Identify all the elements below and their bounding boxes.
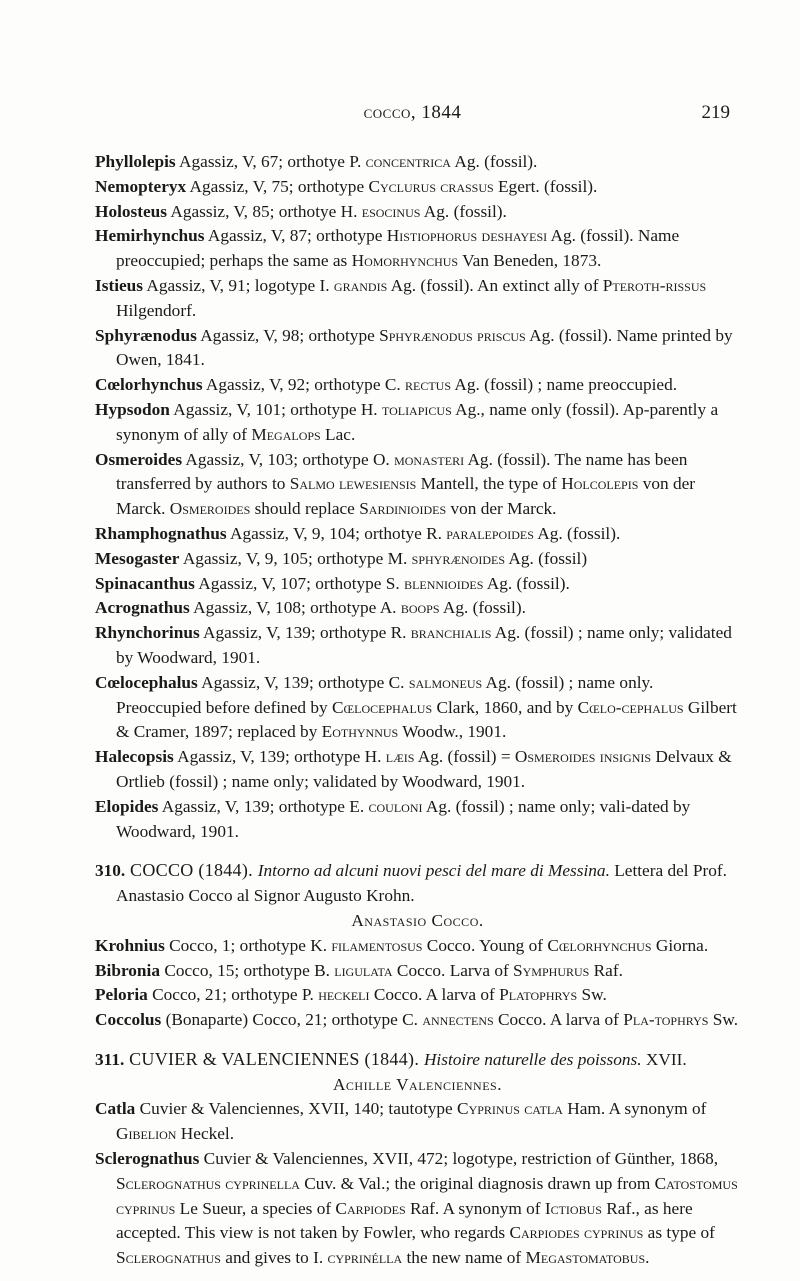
entry-text: Ag., name only (fossil). Ap-parently a synonym of ally of [116,399,719,444]
taxon-name: ligulata [334,960,393,980]
genus-name: Rhynchorinus [95,623,200,643]
genus-entry [95,547,740,572]
genus-entry [95,200,740,225]
genus-name: Nemopteryx [95,176,187,196]
entry-text: Cocco. Young of [422,935,548,955]
taxon-name: Sardinioides [359,499,447,519]
running-title-year: , 1844 [410,102,462,123]
entry-text: Ag. (fossil) ; name preoccupied. [451,375,678,395]
taxon-name: rectus [404,375,451,395]
entry-text: Agassiz, V, 92; orthotype C. [202,375,405,395]
entry-text: Agassiz, V, 139; orthotype C. [197,672,409,692]
taxon-name: heckeli [318,985,370,1005]
entries-agassiz [95,150,740,844]
genus-entry [95,1097,740,1147]
section-title: Histoire naturelle des poissons. [423,1049,642,1069]
entry-text: Agassiz, V, 75; orthotype [186,176,369,196]
running-title-name: cocco [363,102,411,123]
entry-text: Cuvier & Valenciennes, XVII, 140; tautotype [135,1099,458,1119]
genus-name: Sclerognathus [95,1149,200,1169]
taxon-name: cyprinélla [327,1248,403,1268]
section-heading [95,858,740,909]
entry-text: Ag. (fossil). The name has been transferred by authors to [116,449,688,494]
entry-text: as type of [643,1223,715,1243]
genus-name: Peloria [95,985,148,1005]
genus-entry [95,324,740,374]
entry-text: Ag. (fossil). Name preoccupied; perhaps the same as [116,226,680,271]
taxon-name: Platophrys [499,985,578,1005]
taxon-name: Cœlorhynchus [547,935,652,955]
entry-text: Sw. [577,985,607,1005]
entry-text: Agassiz, V, 107; orthotype S. [194,573,405,593]
genus-name: Spinacanthus [95,573,195,593]
entry-text: Ham. A synonym of [562,1099,707,1119]
running-title [95,102,730,124]
entry-text: and gives to I. [220,1248,328,1268]
entry-text: should replace [250,499,360,519]
entry-text: Agassiz, V, 91; logotype I. [143,275,334,295]
entry-text: Agassiz, V, 85; orthotye H. [167,201,362,221]
entry-text: Van Beneden, 1873. [458,251,602,271]
section-rest: XVII. [641,1049,687,1069]
genus-entry [95,522,740,547]
entry-text: Raf., as here accepted. This view is not taken by Fowler, who regards [116,1198,693,1243]
entry-text: Ag. (fossil) ; name only; validated by Woodward, 1901. [116,623,732,667]
taxon-name: toliapicus [381,399,452,419]
entry-text: Ag. (fossil) ; name only; vali-dated by Woodward, 1901. [116,796,691,841]
entry-text: von der Marck. [116,474,696,519]
entry-text: Sw. [708,1010,739,1030]
taxon-name: filamentosus [331,935,423,955]
genus-name: Sphyrænodus [95,325,197,345]
genus-name: Mesogaster [95,548,180,568]
section-byline: Anastasio Cocco. [351,910,484,930]
section-number: 310. [95,861,126,881]
entry-text: Ag. (fossil). [483,573,570,593]
genus-name: Coccolus [95,1010,162,1030]
taxon-name: Osmeroides [169,499,251,519]
genus-entry [95,621,740,671]
entry-text: . [645,1248,650,1268]
taxon-name: annectens [422,1010,494,1030]
genus-name: Krohnius [95,935,165,955]
genus-name: Cœlocephalus [95,672,198,692]
genus-entry [95,1008,740,1033]
entry-text: the new name of [402,1248,526,1268]
taxon-name: Gibelion [116,1124,177,1144]
entry-text: Heckel. [176,1124,235,1144]
taxon-name: esocinus [361,201,421,221]
genus-entry [95,795,740,845]
genus-name: Cœlorhynchus [95,375,203,395]
entry-text: Agassiz, V, 139; orthotype R. [199,623,411,643]
genus-entry [95,1147,740,1271]
taxon-name: Salmo lewesiensis [289,474,417,494]
section-310 [95,858,740,1033]
section-number: 311. [95,1049,125,1069]
taxon-name: Histiophorus deshayesi [386,226,548,246]
entry-text: Cocco. A larva of [493,1010,624,1030]
genus-name: Halecopsis [95,747,174,767]
genus-entry [95,150,740,175]
entry-text: Agassiz, V, 9, 105; orthotype M. [179,548,412,568]
taxon-name: Pteroth-rissus [602,275,707,295]
entry-text: Ag. (fossil) = [414,747,515,767]
taxon-name: concentrica [365,152,451,171]
genus-name: Catla [95,1099,136,1119]
entry-text: Cocco. Larva of [392,960,514,980]
taxon-name: Carpiodes cyprinus [509,1223,644,1243]
genus-entry [95,596,740,621]
section-author: CUVIER & VALENCIENNES (1844). [124,1048,424,1069]
genus-entry [95,959,740,984]
taxon-name: boops [400,598,440,618]
entry-text: Agassiz, V, 108; orthotype A. [189,598,401,618]
section-rest: Lettera del Prof. Anastasio Cocco al Signor Augusto Krohn. [116,861,727,906]
entry-text: Agassiz, V, 98; orthotype [196,325,380,345]
taxon-name: Cyprinus catla [457,1099,563,1119]
genus-entry [95,671,740,745]
genus-name: Istieus [95,275,144,295]
genus-name: Rhamphognathus [95,523,227,543]
genus-entry [95,274,740,324]
entry-text: Raf. [589,960,623,980]
genus-name: Osmeroides [95,449,183,469]
entry-text: Ag. (fossil). An extinct ally of [387,275,603,295]
page-number: 219 [701,102,730,123]
entry-text: Ag. (fossil). [439,598,526,618]
entry-text: Agassiz, V, 67; orthotye P. [175,152,366,171]
running-header [95,102,730,132]
entry-text: Cuvier & Valenciennes, XVII, 472; logotype, restriction of Günther, 1868, [199,1149,719,1169]
genus-name: Acrognathus [95,598,190,618]
taxon-name: Ictiobus [544,1198,602,1218]
taxon-name: Sphyrænodus priscus [379,325,526,345]
taxon-name: branchialis [410,623,492,643]
taxon-name: Sclerognathus [116,1248,221,1268]
entry-text: Cuv. & Val.; the original diagnosis drawn up from [299,1173,655,1193]
page-body [95,150,740,1271]
genus-entry [95,175,740,200]
genus-name: Elopides [95,796,159,816]
entry-text: Agassiz, V, 9, 104; orthotye R. [226,523,447,543]
taxon-name: Cœlocephalus [331,697,433,717]
entry-text: Agassiz, V, 101; orthotype H. [169,399,382,419]
entry-text: Hilgendorf. [116,300,197,320]
entry-text: Woodw., 1901. [398,722,507,742]
entry-text: Ag. (fossil). [533,523,621,543]
entry-text: Clark, 1860, and by [432,697,578,717]
taxon-name: læis [385,747,415,767]
taxon-name: Osmeroides insignis [514,747,652,767]
genus-entry [95,448,740,522]
entry-text: Gilbert & Cramer, 1897; replaced by [116,697,737,742]
taxon-name: Sclerognathus cyprinella [116,1173,300,1193]
entries-cocco [95,934,740,1033]
genus-name: Phyllolepis [95,152,176,171]
taxon-name: Megalops [251,424,321,444]
section-byline: Achille Valenciennes. [332,1074,503,1094]
entry-text: Cocco, 15; orthotype B. [160,960,335,980]
entry-text: Cocco, 1; orthotype K. [164,935,332,955]
entry-text: Agassiz, V, 103; orthotype O. [182,449,395,469]
entry-text: Ag. (fossil) ; name only. Preoccupied before defined by [116,672,654,717]
taxon-name: Symphurus [513,960,590,980]
taxon-name: Homorhynchus [351,251,459,271]
entry-text: Giorna. [651,935,709,955]
entry-text: Mantell, the type of [416,474,562,494]
genus-name: Bibronia [95,960,160,980]
section-311 [95,1047,740,1271]
entry-text: Ag. (fossil). [420,201,507,221]
genus-entry [95,934,740,959]
taxon-name: couloni [368,796,423,816]
entries-cuvier-valenciennes [95,1097,740,1271]
entry-text: Egert. (fossil). [493,176,598,196]
taxon-name: Pla-tophrys [623,1010,709,1030]
entry-text: Delvaux & Ortlieb (fossil) ; name only; validated by Woodward, 1901. [116,747,732,791]
genus-entry [95,398,740,448]
genus-name: Hemirhynchus [95,226,205,246]
genus-entry [95,983,740,1008]
taxon-name: paralepoides [446,523,534,543]
entry-text: (Bonaparte) Cocco, 21; orthotype C. [161,1010,423,1030]
entry-text: Le Sueur, a species of [175,1198,336,1218]
entry-text: Lac. [320,424,356,444]
taxon-name: salmoneus [408,672,483,692]
entry-text: Ag. (fossil) [505,548,588,568]
genus-name: Hypsodon [95,399,170,419]
entry-text: Agassiz, V, 87; orthotype [204,226,387,246]
genus-entry [95,745,740,795]
taxon-name: sphyrænoides [411,548,505,568]
entry-text: Ag. (fossil). Name printed by Owen, 1841. [116,325,733,370]
genus-name: Holosteus [95,201,168,221]
taxon-name: Catostomus cyprinus [116,1173,738,1218]
genus-entry [95,224,740,274]
genus-entry [95,373,740,398]
entry-text: Cocco. A larva of [369,985,500,1005]
taxon-name: Megastomatobus [525,1248,646,1268]
entry-text: Agassiz, V, 139; orthotype H. [173,747,386,767]
taxon-name: Eothynnus [321,722,399,742]
entry-text: Ag. (fossil). [450,152,538,171]
entry-text: Raf. A synonym of [405,1198,545,1218]
entry-text: von der Marck. [446,499,557,519]
taxon-name: Carpiodes [335,1198,406,1218]
entry-text: Agassiz, V, 139; orthotype E. [158,796,369,816]
taxon-name: Cyclurus crassus [368,176,494,196]
taxon-name: blennioides [404,573,484,593]
taxon-name: Cœlo-cephalus [577,697,684,717]
genus-entry [95,572,740,597]
entry-text: Cocco, 21; orthotype P. [147,985,319,1005]
section-author: COCCO (1844). [125,860,258,881]
taxon-name: grandis [333,275,388,295]
section-heading [95,1047,740,1073]
taxon-name: Holcolepis [561,474,639,494]
taxon-name: monasteri [394,449,465,469]
section-title: Intorno ad alcuni nuovi pesci del mare di Messina. [257,861,610,881]
